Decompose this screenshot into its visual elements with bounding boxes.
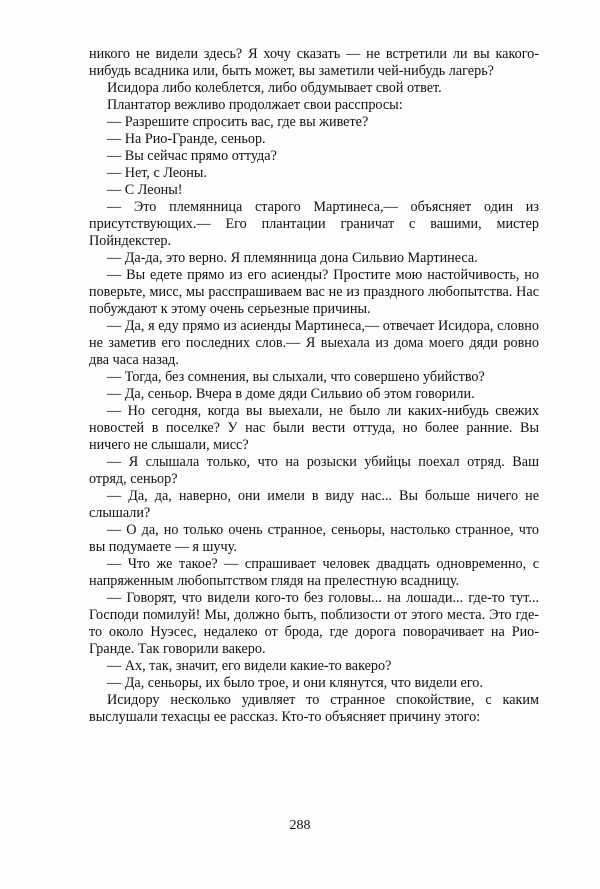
paragraph: — Это племянница старого Мартинеса,— объясняет один из присутствующих.— Его плантации граничат с вашими, мистер Пойндекстер. — [89, 199, 539, 249]
paragraph: — Я слышала только, что на розыски убийцы поехал отряд. Ваш отряд, сеньор? — [89, 454, 539, 487]
body-text — [89, 46, 539, 726]
paragraph: — Что же такое? — спрашивает человек двадцать одновременно, с напряженным любопытством глядя на прелестную всадницу. — [89, 556, 539, 589]
paragraph: — Да, сеньоры, их было трое, и они клянутся, что видели его. — [107, 675, 483, 691]
paragraph: — Да-да, это верно. Я племянница дона Сильвио Мартинеса. — [107, 250, 478, 266]
paragraph: Исидора либо колеблется, либо обдумывает свой ответ. — [107, 80, 442, 96]
paragraph: — Вы сейчас прямо оттуда? — [107, 148, 277, 164]
paragraph: — Да, да, наверно, они имели в виду нас... Вы больше ничего не слышали? — [89, 488, 539, 521]
paragraph: никого не видели здесь? Я хочу сказать — не встретили ли вы какого-нибудь всадника или, быть может, вы заметили чей-нибудь лагерь? — [89, 46, 539, 79]
paragraph: — Нет, с Леоны. — [107, 165, 207, 181]
paragraph: — Да, я еду прямо из асиенды Мартинеса,— отвечает Исидора, словно не заметив его последних слов.— Я выехала из дома моего дяди ровно два часа назад. — [89, 318, 539, 368]
paragraph: Плантатор вежливо продолжает свои расспросы: — [107, 97, 403, 113]
page-number: 288 — [289, 818, 311, 833]
paragraph: — О да, но только очень странное, сеньоры, настолько странное, что вы подумаете — я шучу. — [89, 522, 539, 555]
paragraph: — Тогда, без сомнения, вы слыхали, что совершено убийство? — [107, 369, 485, 385]
paragraph: — Вы едете прямо из его асиенды? Простите мою настойчивость, но поверьте, мисс, мы расспрашиваем вас не из праздного любопытства. Нас побуждают к этому очень серьезные причины. — [89, 267, 539, 317]
paragraph: — Ах, так, значит, его видели какие-то вакеро? — [107, 658, 392, 674]
paragraph: — Но сегодня, когда вы выехали, не было ли каких-нибудь свежих новостей в поселке? У нас были вести оттуда, но более ранние. Вы ничего не слышали, мисс? — [89, 403, 539, 453]
paragraph: — С Леоны! — [107, 182, 183, 198]
paragraph: — Разрешите спросить вас, где вы живете? — [107, 114, 369, 130]
paragraph: — Говорят, что видели кого-то без головы... на лошади... где-то тут... Господи помилуй! Мы, должно быть, поблизости от этого места. Это где-то около Нуэсес, недалеко от брода, где дорога поворачивает на Рио-Гранде. Так говорили вакеро. — [89, 590, 539, 657]
paragraph: — На Рио-Гранде, сеньор. — [107, 131, 266, 147]
paragraph: Исидору несколько удивляет то странное спокойствие, с каким выслушали техасцы ее рассказ. Кто-то объясняет причину этого: — [89, 692, 539, 725]
paragraph: — Да, сеньор. Вчера в доме дяди Сильвио об этом говорили. — [107, 386, 475, 402]
